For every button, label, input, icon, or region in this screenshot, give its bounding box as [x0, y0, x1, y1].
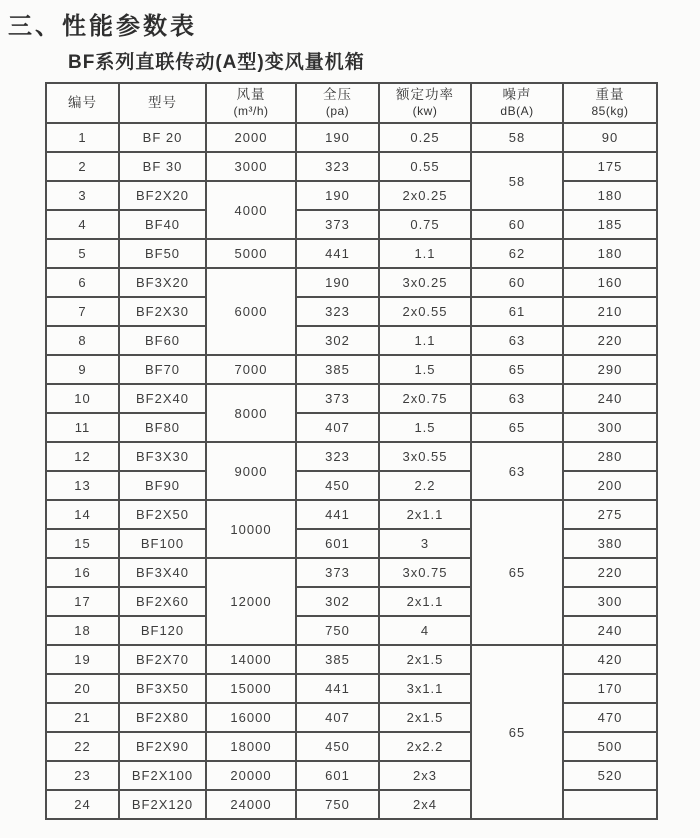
cell-number: 17 — [46, 587, 119, 616]
cell-weight: 500 — [563, 732, 657, 761]
cell-power: 4 — [379, 616, 471, 645]
cell-number: 23 — [46, 761, 119, 790]
cell-model: BF2X100 — [119, 761, 206, 790]
cell-pressure: 302 — [296, 326, 379, 355]
table-row — [46, 123, 657, 152]
cell-weight: 175 — [563, 152, 657, 181]
cell-weight: 185 — [563, 210, 657, 239]
cell-power: 2x3 — [379, 761, 471, 790]
cell-weight: 200 — [563, 471, 657, 500]
table-row — [46, 152, 657, 181]
cell-number: 21 — [46, 703, 119, 732]
cell-airflow: 5000 — [206, 239, 296, 268]
table-row — [46, 181, 657, 210]
col-header-unit: (pa) — [325, 103, 350, 118]
table-row — [46, 297, 657, 326]
cell-airflow: 15000 — [206, 674, 296, 703]
cell-model: BF2X40 — [119, 384, 206, 413]
col-header-label: 编号 — [68, 95, 97, 111]
cell-number: 9 — [46, 355, 119, 384]
cell-pressure: 450 — [296, 732, 379, 761]
cell-model: BF120 — [119, 616, 206, 645]
cell-number: 1 — [46, 123, 119, 152]
cell-number: 6 — [46, 268, 119, 297]
table-row — [46, 645, 657, 674]
cell-pressure: 601 — [296, 761, 379, 790]
cell-pressure: 450 — [296, 471, 379, 500]
cell-pressure: 373 — [296, 384, 379, 413]
cell-pressure: 601 — [296, 529, 379, 558]
cell-number: 18 — [46, 616, 119, 645]
table-row — [46, 355, 657, 384]
cell-pressure: 373 — [296, 210, 379, 239]
table-row — [46, 529, 657, 558]
col-header-label: 重量 — [595, 87, 625, 103]
cell-pressure: 441 — [296, 239, 379, 268]
cell-power: 2x2.2 — [379, 732, 471, 761]
col-header-power — [379, 83, 471, 123]
col-header-label: 型号 — [148, 95, 177, 111]
header-row — [46, 83, 657, 123]
cell-number: 8 — [46, 326, 119, 355]
cell-weight — [563, 790, 657, 819]
col-header-unit: dB(A) — [500, 103, 534, 118]
cell-power: 0.25 — [379, 123, 471, 152]
spec-table — [45, 82, 658, 820]
cell-model: BF3X40 — [119, 558, 206, 587]
cell-pressure: 441 — [296, 500, 379, 529]
cell-pressure: 385 — [296, 645, 379, 674]
cell-noise: 63 — [471, 384, 563, 413]
cell-model: BF60 — [119, 326, 206, 355]
cell-number: 11 — [46, 413, 119, 442]
table-row — [46, 558, 657, 587]
cell-model: BF2X120 — [119, 790, 206, 819]
cell-pressure: 750 — [296, 616, 379, 645]
cell-airflow: 16000 — [206, 703, 296, 732]
cell-model: BF2X80 — [119, 703, 206, 732]
cell-pressure: 190 — [296, 123, 379, 152]
col-header-model — [119, 83, 206, 123]
cell-number: 15 — [46, 529, 119, 558]
cell-number: 5 — [46, 239, 119, 268]
cell-noise: 65 — [471, 413, 563, 442]
cell-weight: 275 — [563, 500, 657, 529]
cell-power: 1.5 — [379, 413, 471, 442]
cell-weight: 210 — [563, 297, 657, 326]
cell-noise: 61 — [471, 297, 563, 326]
cell-pressure: 323 — [296, 152, 379, 181]
cell-noise: 60 — [471, 268, 563, 297]
cell-model: BF2X30 — [119, 297, 206, 326]
table-row — [46, 442, 657, 471]
cell-pressure: 407 — [296, 413, 379, 442]
cell-airflow: 2000 — [206, 123, 296, 152]
cell-number: 3 — [46, 181, 119, 210]
table-row — [46, 790, 657, 819]
cell-noise: 63 — [471, 442, 563, 500]
cell-power: 2x1.5 — [379, 703, 471, 732]
cell-weight: 160 — [563, 268, 657, 297]
cell-number: 10 — [46, 384, 119, 413]
cell-airflow: 10000 — [206, 500, 296, 558]
col-header-label: 额定功率 — [396, 87, 454, 103]
cell-weight: 180 — [563, 239, 657, 268]
cell-noise: 65 — [471, 645, 563, 819]
col-header-unit: (m³/h) — [233, 103, 269, 118]
cell-power: 2x0.55 — [379, 297, 471, 326]
table-row — [46, 587, 657, 616]
col-header-label: 全压 — [323, 87, 352, 103]
col-header-number — [46, 83, 119, 123]
cell-power: 2x1.5 — [379, 645, 471, 674]
cell-power: 2x1.1 — [379, 587, 471, 616]
cell-number: 16 — [46, 558, 119, 587]
col-header-weight — [563, 83, 657, 123]
col-header-label: 噪声 — [502, 87, 532, 103]
page-title: 三、性能参数表 — [8, 13, 197, 40]
cell-weight: 220 — [563, 558, 657, 587]
cell-weight: 300 — [563, 413, 657, 442]
cell-power: 1.1 — [379, 239, 471, 268]
cell-weight: 280 — [563, 442, 657, 471]
cell-weight: 300 — [563, 587, 657, 616]
cell-noise: 58 — [471, 152, 563, 210]
cell-number: 13 — [46, 471, 119, 500]
cell-weight: 220 — [563, 326, 657, 355]
cell-weight: 240 — [563, 616, 657, 645]
cell-airflow: 12000 — [206, 558, 296, 645]
cell-airflow: 9000 — [206, 442, 296, 500]
cell-model: BF3X50 — [119, 674, 206, 703]
cell-model: BF90 — [119, 471, 206, 500]
cell-noise: 58 — [471, 123, 563, 152]
cell-number: 20 — [46, 674, 119, 703]
cell-pressure: 323 — [296, 442, 379, 471]
table-row — [46, 326, 657, 355]
cell-power: 1.1 — [379, 326, 471, 355]
table-row — [46, 471, 657, 500]
cell-airflow: 6000 — [206, 268, 296, 355]
cell-model: BF40 — [119, 210, 206, 239]
cell-airflow: 3000 — [206, 152, 296, 181]
cell-power: 3x1.1 — [379, 674, 471, 703]
cell-number: 7 — [46, 297, 119, 326]
cell-airflow: 18000 — [206, 732, 296, 761]
cell-airflow: 20000 — [206, 761, 296, 790]
table-row — [46, 703, 657, 732]
col-header-unit: 85(kg) — [591, 103, 629, 118]
cell-noise: 63 — [471, 326, 563, 355]
table-row — [46, 732, 657, 761]
cell-noise: 62 — [471, 239, 563, 268]
col-header-pressure — [296, 83, 379, 123]
cell-weight: 240 — [563, 384, 657, 413]
table-row — [46, 210, 657, 239]
cell-pressure: 373 — [296, 558, 379, 587]
table-row — [46, 268, 657, 297]
cell-model: BF80 — [119, 413, 206, 442]
cell-weight: 470 — [563, 703, 657, 732]
table-row — [46, 384, 657, 413]
cell-model: BF3X20 — [119, 268, 206, 297]
cell-number: 24 — [46, 790, 119, 819]
cell-noise: 60 — [471, 210, 563, 239]
cell-weight: 180 — [563, 181, 657, 210]
cell-weight: 420 — [563, 645, 657, 674]
cell-number: 2 — [46, 152, 119, 181]
cell-model: BF2X20 — [119, 181, 206, 210]
table-row — [46, 616, 657, 645]
col-header-airflow — [206, 83, 296, 123]
cell-power: 0.75 — [379, 210, 471, 239]
cell-weight: 380 — [563, 529, 657, 558]
cell-number: 12 — [46, 442, 119, 471]
cell-power: 2.2 — [379, 471, 471, 500]
cell-number: 22 — [46, 732, 119, 761]
cell-airflow: 8000 — [206, 384, 296, 442]
cell-model: BF3X30 — [119, 442, 206, 471]
col-header-label: 风量 — [236, 87, 266, 103]
table-row — [46, 500, 657, 529]
cell-model: BF2X70 — [119, 645, 206, 674]
cell-power: 0.55 — [379, 152, 471, 181]
cell-power: 2x0.75 — [379, 384, 471, 413]
cell-model: BF100 — [119, 529, 206, 558]
cell-model: BF 20 — [119, 123, 206, 152]
cell-noise: 65 — [471, 355, 563, 384]
cell-power: 3x0.25 — [379, 268, 471, 297]
cell-pressure: 385 — [296, 355, 379, 384]
cell-pressure: 302 — [296, 587, 379, 616]
cell-weight: 520 — [563, 761, 657, 790]
cell-airflow: 14000 — [206, 645, 296, 674]
cell-pressure: 407 — [296, 703, 379, 732]
cell-power: 3 — [379, 529, 471, 558]
cell-power: 3x0.75 — [379, 558, 471, 587]
cell-model: BF2X90 — [119, 732, 206, 761]
cell-model: BF50 — [119, 239, 206, 268]
cell-weight: 170 — [563, 674, 657, 703]
cell-power: 3x0.55 — [379, 442, 471, 471]
cell-number: 4 — [46, 210, 119, 239]
cell-model: BF70 — [119, 355, 206, 384]
cell-model: BF2X50 — [119, 500, 206, 529]
cell-airflow: 7000 — [206, 355, 296, 384]
cell-weight: 90 — [563, 123, 657, 152]
table-row — [46, 761, 657, 790]
col-header-unit: (kw) — [412, 103, 438, 118]
cell-model: BF2X60 — [119, 587, 206, 616]
cell-pressure: 323 — [296, 297, 379, 326]
cell-weight: 290 — [563, 355, 657, 384]
cell-airflow: 4000 — [206, 181, 296, 239]
cell-noise: 65 — [471, 500, 563, 645]
table-subtitle: BF系列直联传动(A型)变风量机箱 — [68, 52, 365, 73]
cell-number: 14 — [46, 500, 119, 529]
cell-power: 1.5 — [379, 355, 471, 384]
cell-pressure: 190 — [296, 268, 379, 297]
table-row — [46, 239, 657, 268]
col-header-noise — [471, 83, 563, 123]
cell-pressure: 190 — [296, 181, 379, 210]
table-row — [46, 674, 657, 703]
cell-power: 2x4 — [379, 790, 471, 819]
cell-airflow: 24000 — [206, 790, 296, 819]
cell-number: 19 — [46, 645, 119, 674]
cell-power: 2x1.1 — [379, 500, 471, 529]
cell-model: BF 30 — [119, 152, 206, 181]
cell-pressure: 750 — [296, 790, 379, 819]
cell-pressure: 441 — [296, 674, 379, 703]
table-row — [46, 413, 657, 442]
cell-power: 2x0.25 — [379, 181, 471, 210]
